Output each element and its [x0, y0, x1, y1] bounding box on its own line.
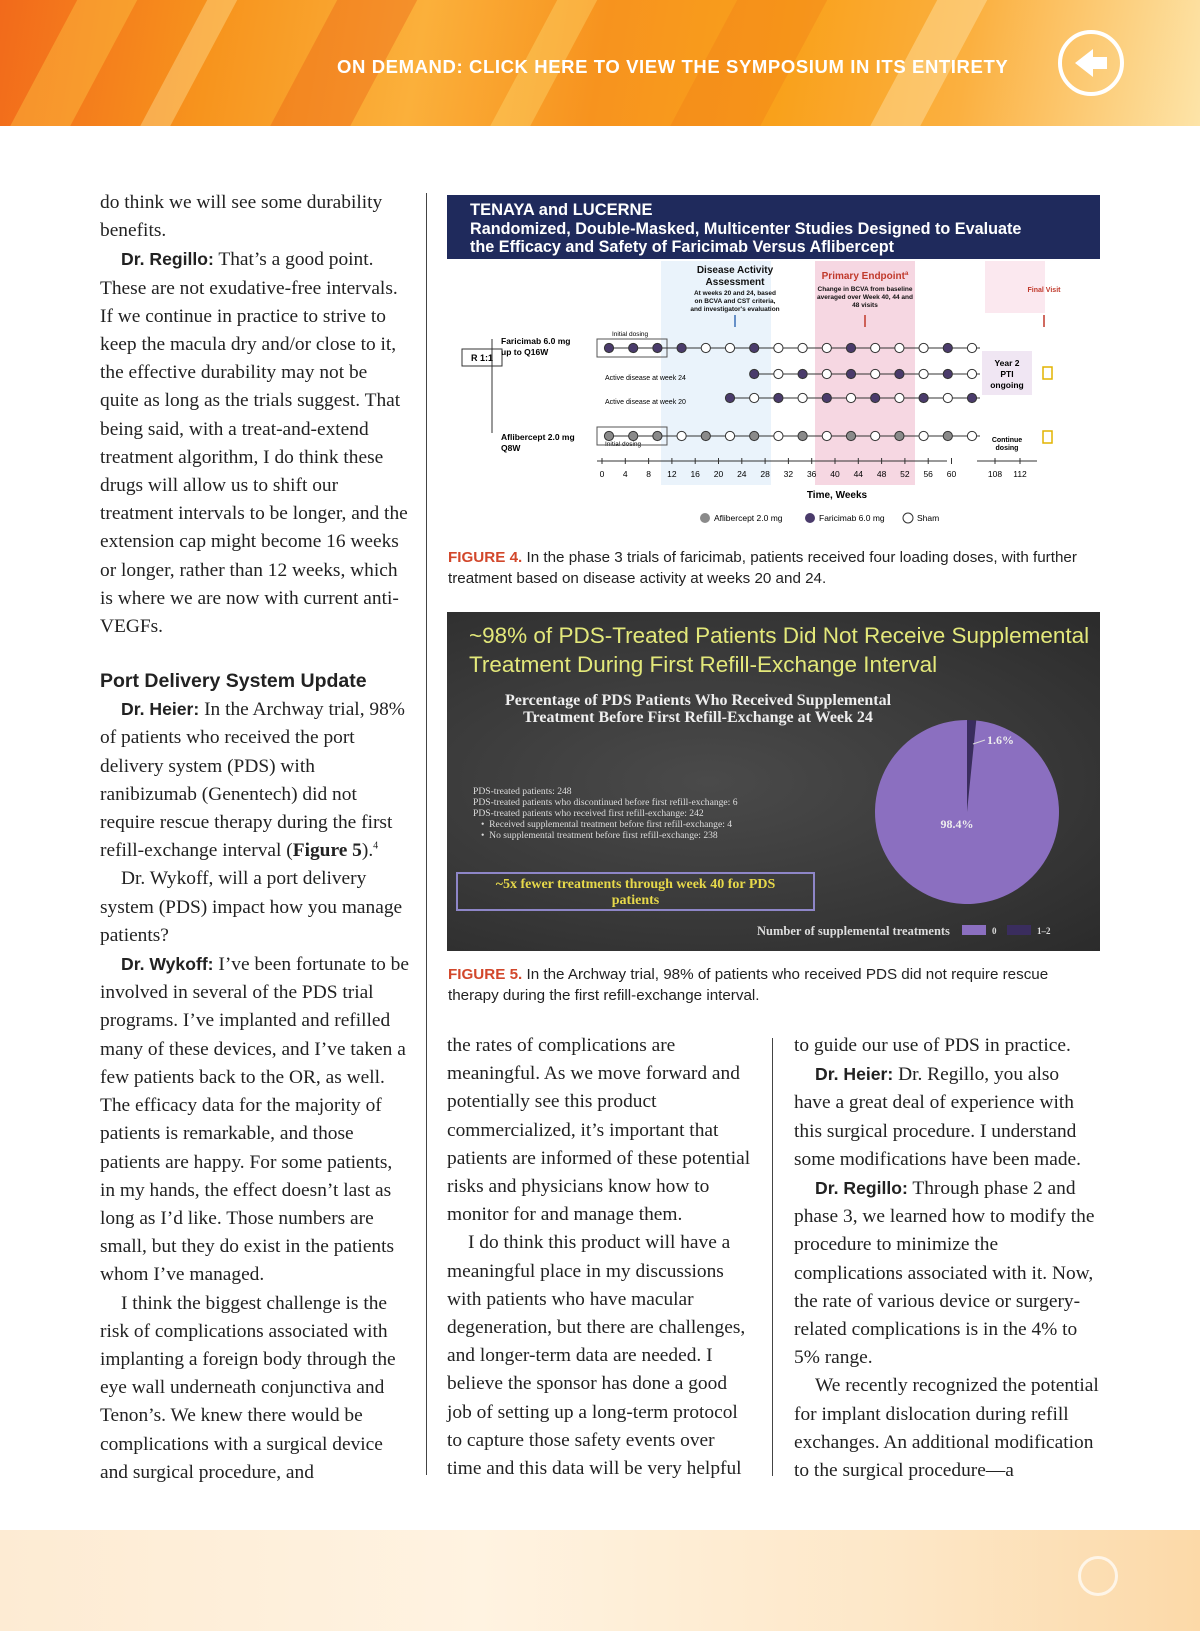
- aflibercept-dose-marker: [629, 431, 638, 440]
- stat-bullet: • No supplemental treatment before first refill-exchange: 238: [481, 830, 718, 841]
- legend-aflibercept-marker: [700, 513, 710, 523]
- stat-line: No supplemental treatment before first refill-exchange: 238: [489, 830, 718, 841]
- left-column: [100, 189, 410, 1487]
- active-disease-24-label: Active disease at week 24: [605, 375, 686, 382]
- paragraph-text: That’s a good point. These are not exudative-free intervals. If we continue in practice to strive to keep the macula dry and/or close to it, the effective durability may not be quite as long as the trials suggest. That being said, with a treat-and-extend treatment algorithm, I do think these drugs will allow us to shift our treatment intervals to be longer, and the extension cap might become 16 weeks or longer, rather than 12 weeks, which is where we are now with current anti-VEGFs.: [100, 249, 408, 638]
- sham-marker: [822, 343, 831, 352]
- figure-5: [447, 612, 1100, 951]
- sham-marker: [677, 431, 686, 440]
- figure-5-caption: [448, 965, 1088, 1006]
- disease-activity-label: Assessment: [705, 277, 765, 288]
- faricimab-dose-marker: [895, 369, 904, 378]
- legend-one-two-label: 1–2: [1037, 926, 1051, 936]
- legend-zero-swatch: [962, 925, 986, 935]
- headline-line: Treatment During First Refill-Exchange Interval: [469, 652, 938, 677]
- legend-one-two-swatch: [1007, 925, 1031, 935]
- axis-tick-label: 28: [760, 469, 770, 479]
- symposium-link[interactable]: ON DEMAND: CLICK HERE TO VIEW THE SYMPOSIUM IN ITS ENTIRETY: [337, 56, 1009, 77]
- legend-aflibercept: Aflibercept 2.0 mg: [714, 513, 783, 523]
- faricimab-dose-marker: [774, 393, 783, 402]
- faricimab-dose-marker: [846, 369, 855, 378]
- aflibercept-dose-marker: [653, 431, 662, 440]
- footer-nav-button[interactable]: [1078, 1556, 1118, 1596]
- aflibercept-dose-marker: [604, 431, 613, 440]
- banner-stripe: [112, 0, 259, 126]
- paragraph: [100, 695, 410, 865]
- final-visit-label: Final Visit: [1027, 287, 1061, 294]
- primary-endpoint-note: Change in BCVA from baseline: [817, 286, 913, 293]
- primary-endpoint-note: 48 visits: [852, 302, 878, 309]
- callout-line: patients: [611, 893, 660, 908]
- sham-marker: [943, 393, 952, 402]
- legend-faricimab-marker: [805, 513, 815, 523]
- faricimab-dose-marker: [604, 343, 613, 352]
- sham-marker: [701, 343, 710, 352]
- axis-tick-label: 32: [783, 469, 794, 479]
- figure-label: FIGURE 5.: [448, 966, 523, 983]
- primary-endpoint-label: Primary Endpoint: [821, 271, 906, 282]
- sham-marker: [919, 343, 928, 352]
- paragraph: [794, 1174, 1099, 1372]
- speaker-name: Dr. Heier:: [815, 1064, 894, 1085]
- sham-marker: [774, 369, 783, 378]
- stat-line: PDS-treated patients who received first refill-exchange: 242: [473, 808, 704, 819]
- randomization-label: R 1:1: [470, 353, 494, 363]
- aflibercept-dose-marker: [701, 431, 710, 440]
- axis-tick-label: 48: [876, 469, 887, 479]
- axis-tick-label: 0: [599, 469, 605, 479]
- sham-marker: [822, 431, 831, 440]
- paragraph: the rates of complications are meaningful. As we move forward and potentially see this product commercialized, it’s important that patients are informed of these potential risks and physicians know how to monitor for and manage them.: [447, 1035, 751, 1226]
- reference-number: 4: [373, 840, 379, 852]
- paragraph-text: ).: [361, 840, 374, 862]
- sham-marker: [725, 343, 734, 352]
- speaker-name: Dr. Regillo:: [815, 1178, 908, 1199]
- disease-activity-note: and investigator's evaluation: [690, 306, 780, 313]
- faricimab-dose-marker: [919, 393, 928, 402]
- legend-zero-label: 0: [992, 926, 997, 936]
- axis-title: Time, Weeks: [806, 490, 868, 501]
- top-banner: [0, 0, 1200, 126]
- sham-marker: [750, 393, 759, 402]
- svg-text:Primary Endpointa: [822, 271, 909, 282]
- sham-marker: [774, 343, 783, 352]
- faricimab-dose-marker: [798, 369, 807, 378]
- faricimab-dose-marker: [629, 343, 638, 352]
- back-button[interactable]: [1058, 30, 1124, 96]
- headline-line: ~98% of PDS-Treated Patients Did Not Receive Supplemental: [469, 623, 1090, 648]
- pie-label-zero: 98.4%: [940, 817, 974, 831]
- paragraph: do think we will see some durability benefits.: [100, 192, 383, 242]
- sham-marker: [919, 369, 928, 378]
- sham-marker: [774, 431, 783, 440]
- legend-faricimab: Faricimab 6.0 mg: [819, 513, 885, 523]
- subtitle-line: Percentage of PDS Patients Who Received Supplemental: [504, 692, 892, 709]
- speaker-name: Dr. Heier:: [121, 699, 200, 720]
- sham-marker: [871, 431, 880, 440]
- sham-marker: [871, 343, 880, 352]
- faricimab-dose-marker: [943, 369, 952, 378]
- sham-marker: [919, 431, 928, 440]
- axis-tick-label: 56: [923, 469, 933, 479]
- sham-marker: [822, 369, 831, 378]
- axis-tick-label: 112: [1013, 469, 1027, 479]
- callout-line: ~5x fewer treatments through week 40 for PDS: [495, 877, 776, 892]
- sham-marker: [798, 343, 807, 352]
- figure-reference[interactable]: Figure 5: [292, 840, 362, 862]
- pie-legend-title: Number of supplemental treatments: [757, 924, 950, 938]
- sham-marker: [798, 393, 807, 402]
- year2-label: ongoing: [990, 380, 1024, 390]
- primary-endpoint-sup: a: [905, 271, 909, 277]
- disease-activity-note: At weeks 20 and 24, based: [693, 290, 777, 297]
- dosing-rows: [604, 343, 980, 440]
- column-divider: [426, 193, 427, 1475]
- faricimab-dose-marker: [822, 393, 831, 402]
- aflibercept-dose-marker: [846, 431, 855, 440]
- paragraph: I think the biggest challenge is the risk of complications associated with implanting a foreign body through the eye wall underneath conjunctiva and Tenon’s. We knew there would be complications with a surgical device and surgical procedure, and: [100, 1292, 396, 1483]
- sham-marker: [846, 393, 855, 402]
- faricimab-dose-marker: [967, 393, 976, 402]
- sham-marker: [895, 393, 904, 402]
- axis-tick-label: 60: [946, 469, 957, 479]
- stat-line: Received supplemental treatment before first refill-exchange: 4: [489, 819, 733, 830]
- paragraph-text: I’ve been fortunate to be involved in several of the PDS trial programs. I’ve implanted and refilled many of these devices, and I’ve taken a few patients back to the OR, as well. The efficacy data for the majority of patients is remarkable, and those patients are happy. For some patients, in my hands, the effect doesn’t last as long as I’d like. Those numbers are small, but they do exist in the patients whom I’ve managed.: [100, 954, 409, 1286]
- paragraph: to guide our use of PDS in practice.: [794, 1035, 1071, 1056]
- paragraph: [100, 950, 410, 1289]
- aflibercept-dose-marker: [895, 431, 904, 440]
- figure-4: [447, 195, 1100, 535]
- pie-chart: [447, 612, 1100, 951]
- year2-label: Year 2: [994, 358, 1020, 368]
- faricimab-arm-label: Faricimab 6.0 mg: [501, 336, 571, 346]
- sham-marker: [967, 431, 976, 440]
- back-arrow-icon: [1073, 45, 1109, 81]
- paragraph: I do think this product will have a meaningful place in my discussions with patients who have macular degeneration, but there are challenges, and longer-term data are needed. I believe the sponsor has done a good job of setting up a long-term protocol to capture those safety events over time and this data will be very helpful: [447, 1232, 746, 1480]
- legend-sham-marker: [903, 513, 913, 523]
- page-footer: [0, 1530, 1200, 1631]
- axis-tick-label: 52: [900, 469, 910, 479]
- faricimab-dose-marker: [653, 343, 662, 352]
- figure-4-header: [447, 195, 1100, 259]
- speaker-name: Dr. Wykoff:: [121, 954, 214, 975]
- initial-dosing-label: Initial dosing: [612, 331, 649, 338]
- year2-label: PTI: [1000, 369, 1014, 379]
- sham-marker: [895, 343, 904, 352]
- caption-text: In the Archway trial, 98% of patients who received PDS did not require rescue therapy during the first refill-exchange interval.: [448, 966, 1049, 1004]
- speaker-name: Dr. Regillo:: [121, 249, 214, 270]
- disease-activity-note: on BCVA and CST criteria,: [694, 298, 776, 305]
- disease-activity-label: Disease Activity: [696, 265, 774, 276]
- right-column: [794, 1032, 1099, 1485]
- primary-endpoint-note: averaged over Week 40, 44 and: [817, 294, 913, 301]
- stat-line: PDS-treated patients who discontinued before first refill-exchange: 6: [473, 797, 738, 808]
- paragraph: Dr. Wykoff, will a port delivery system (PDS) impact how you manage patients?: [100, 868, 403, 946]
- continue-dosing-label: Continue: [991, 437, 1023, 444]
- axis-tick-label: 36: [806, 469, 817, 479]
- faricimab-dose-marker: [750, 369, 759, 378]
- axis-tick-label: 108: [987, 469, 1003, 479]
- axis-tick-label: 40: [830, 469, 840, 479]
- subtitle-line: Treatment Before First Refill-Exchange at Week 24: [523, 709, 873, 726]
- axis-tick-label: 16: [690, 469, 700, 479]
- paragraph: [100, 245, 410, 641]
- paragraph: We recently recognized the potential for implant dislocation during refill exchanges. An additional modification to the surgical procedure—a: [794, 1375, 1099, 1482]
- aflibercept-dose-marker: [750, 431, 759, 440]
- faricimab-arm-label: up to Q16W: [501, 347, 549, 357]
- continue-dosing-label: dosing: [995, 445, 1019, 452]
- paragraph-text: In the Archway trial, 98% of patients who received the port delivery system (PDS) with ranibizumab (Genentech) did not require rescue therapy during the first refill-exchange interval (: [100, 699, 405, 862]
- end-marker: [1043, 367, 1052, 379]
- faricimab-dose-marker: [943, 343, 952, 352]
- trial-design-diagram: [447, 259, 1100, 535]
- aflibercept-arm-label: Aflibercept 2.0 mg: [501, 432, 575, 442]
- stat-bullet: • Received supplemental treatment before first refill-exchange: 4: [481, 819, 733, 830]
- stat-line: PDS-treated patients: 248: [473, 786, 572, 797]
- axis-tick-label: 4: [622, 469, 628, 479]
- legend-sham: Sham: [917, 513, 940, 523]
- initial-dosing-label: Initial dosing: [605, 441, 642, 448]
- figure-4-subtitle: the Efficacy and Safety of Faricimab Versus Aflibercept: [470, 238, 895, 256]
- axis-tick-label: 12: [667, 469, 677, 479]
- figure-4-subtitle: Randomized, Double-Masked, Multicenter Studies Designed to Evaluate: [470, 220, 1022, 238]
- axis-tick-label: 44: [853, 469, 864, 479]
- banner-stripe: [0, 0, 158, 126]
- sham-marker: [967, 343, 976, 352]
- sham-marker: [967, 369, 976, 378]
- figure-4-caption: [448, 548, 1088, 589]
- figure-4-title: TENAYA and LUCERNE: [470, 201, 653, 219]
- paragraph-text: Dr. Regillo, you also have a great deal of experience with this surgical procedure. I understand some modifications have been made.: [794, 1064, 1081, 1170]
- section-heading: Port Delivery System Update: [100, 670, 367, 693]
- aflibercept-arm-label: Q8W: [501, 443, 521, 453]
- faricimab-dose-marker: [846, 343, 855, 352]
- paragraph-text: Through phase 2 and phase 3, we learned how to modify the procedure to minimize the complications associated with it. Now, the rate of various device or surgery-related complications is in the 4% to 5% range.: [794, 1178, 1095, 1369]
- caption-text: In the phase 3 trials of faricimab, patients received four loading doses, with further treatment based on disease activity at weeks 20 and 24.: [448, 549, 1077, 587]
- axis-tick-label: 24: [737, 469, 747, 479]
- middle-column: [447, 1032, 752, 1483]
- end-marker: [1043, 431, 1052, 443]
- axis-tick-label: 8: [646, 469, 651, 479]
- aflibercept-dose-marker: [798, 431, 807, 440]
- faricimab-dose-marker: [677, 343, 686, 352]
- faricimab-dose-marker: [750, 343, 759, 352]
- active-disease-20-label: Active disease at week 20: [605, 399, 686, 406]
- column-divider: [772, 1038, 773, 1476]
- faricimab-dose-marker: [725, 393, 734, 402]
- figure-label: FIGURE 4.: [448, 549, 523, 566]
- axis-tick-label: 20: [713, 469, 724, 479]
- paragraph: [794, 1060, 1099, 1174]
- sham-marker: [871, 369, 880, 378]
- pie-label-one-two: 1.6%: [987, 733, 1014, 747]
- faricimab-dose-marker: [871, 393, 880, 402]
- sham-marker: [725, 431, 734, 440]
- aflibercept-dose-marker: [943, 431, 952, 440]
- pie-slice-zero: [875, 720, 1059, 904]
